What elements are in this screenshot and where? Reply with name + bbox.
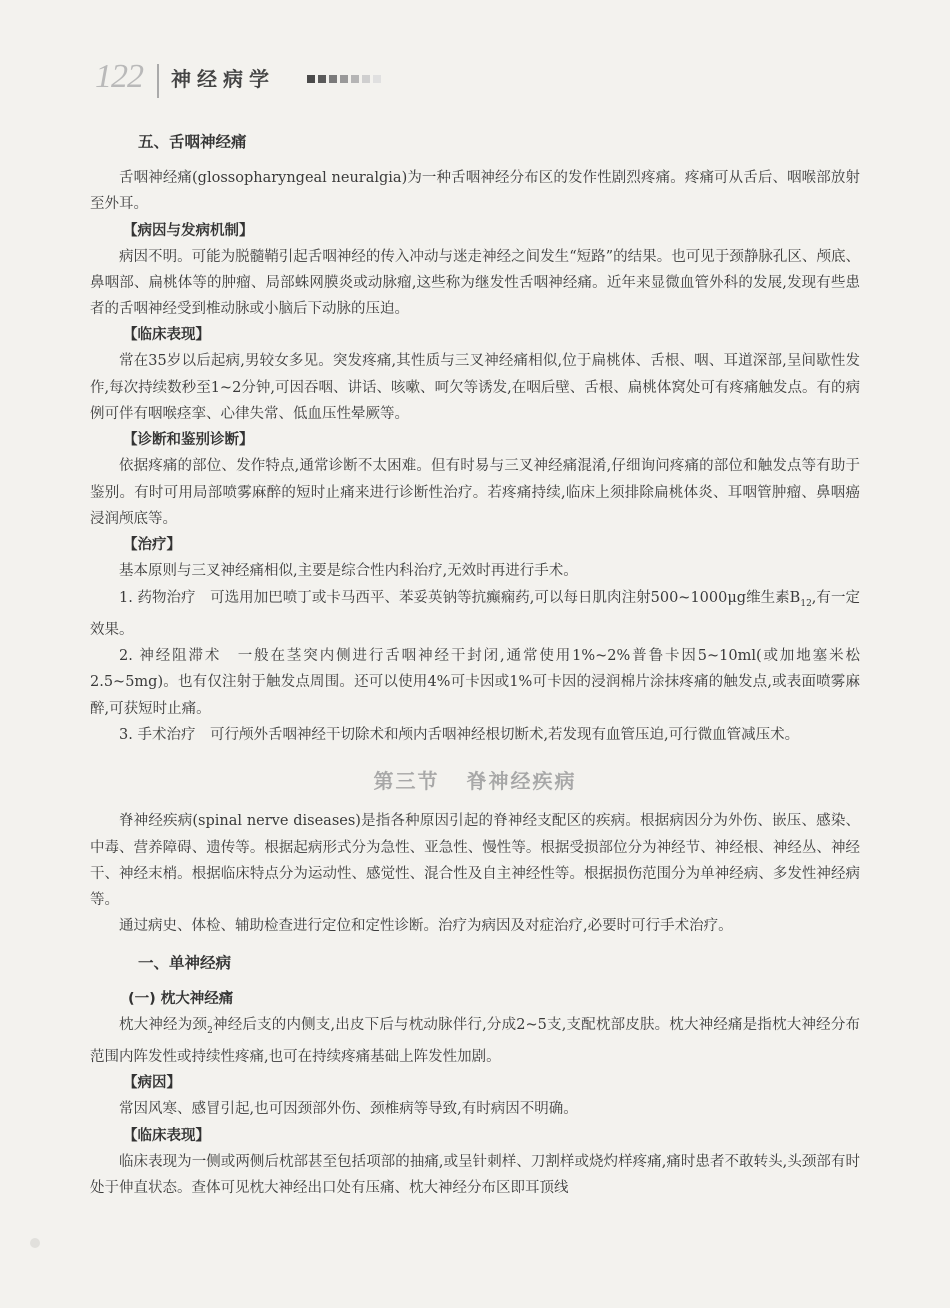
subheading-etiology: 【病因与发病机制】 — [123, 222, 254, 239]
section-title-spinal-nerve: 第三节 脊神经疾病 — [373, 769, 577, 794]
heading-mononeuropathy: 一、单神经病 — [138, 953, 232, 972]
book-title: 神经病学 — [171, 67, 275, 91]
page-header — [95, 58, 895, 98]
subscript: 12 — [800, 598, 812, 609]
paragraph-intro: 舌咽神经痛(glossopharyngeal neuralgia)为一种舌咽神经分布区的发作性剧烈疼痛。疼痛可从舌后、咽喉部放射至外耳。 — [90, 170, 860, 213]
subheading-diagnosis: 【诊断和鉴别诊断】 — [123, 432, 254, 449]
page-content — [90, 125, 860, 1201]
header-divider — [157, 64, 159, 98]
section-heading-glossopharyngeal: 五、舌咽神经痛 — [138, 133, 247, 151]
paragraph-treatment-block — [90, 643, 860, 722]
header-square — [373, 75, 381, 83]
paragraph-treatment-intro: 基本原则与三叉神经痛相似,主要是综合性内科治疗,无效时再进行手术。 — [119, 563, 578, 580]
paragraph-spinal-intro: 脊神经疾病(spinal nerve diseases)是指各种原因引起的脊神经支配区的疾病。根据病因分为外伤、嵌压、感染、中毒、营养障碍、遗传等。根据起病形式分为急性、亚急性、慢性等。根据受损部位分为神经节、神经根、神经丛、神经干、神经末梢。根据临床特点分为运动性、感觉性、混合性及自主神经性等。根据损伤范围分为单神经病、多发性神经病等。 — [90, 813, 860, 909]
subheading-clinical-occipital: 【临床表现】 — [123, 1127, 210, 1144]
treatment-text: 可选用加巴喷丁或卡马西平、苯妥英钠等抗癫痫药,可以每日肌肉注射500~1000μg维生素B — [210, 589, 801, 606]
subheading-cause: 【病因】 — [123, 1075, 181, 1092]
header-square — [329, 75, 337, 83]
subheading-treatment: 【治疗】 — [123, 537, 181, 554]
treatment-label: 2. 神经阻滞术 — [119, 648, 222, 665]
header-square — [318, 75, 326, 83]
header-square — [362, 75, 370, 83]
paragraph-cause: 常因风寒、感冒引起,也可因颈部外伤、颈椎病等导致,有时病因不明确。 — [119, 1101, 578, 1118]
treatment-text: 可行颅外舌咽神经干切除术和颅内舌咽神经根切断术,若发现有血管压迫,可行微血管减压术。 — [209, 726, 800, 743]
subheading-occipital-neuralgia: (一) 枕大神经痛 — [128, 990, 234, 1007]
header-square — [307, 75, 315, 83]
occipital-text-b: 神经后支的内侧支,出皮下后与枕动脉伴行,分成2~5支,支配枕部皮肤。枕大神经痛是指枕大神经分布范围内阵发性或持续性疼痛,也可在持续疼痛基础上阵发性加剧。 — [90, 1016, 860, 1065]
paragraph-clinical: 常在35岁以后起病,男较女多见。突发疼痛,其性质与三叉神经痛相似,位于扁桃体、舌根、咽、耳道深部,呈间歇性发作,每次持续数秒至1~2分钟,可因吞咽、讲话、咳嗽、呵欠等诱发,在咽后壁、舌根、扁桃体窝处可有疼痛触发点。有的病例可伴有咽喉痉挛、心律失常、低血压性晕厥等。 — [90, 353, 860, 423]
header-decoration — [307, 75, 381, 83]
paragraph-etiology: 病因不明。可能为脱髓鞘引起舌咽神经的传入冲动与迷走神经之间发生“短路”的结果。也可见于颈静脉孔区、颅底、鼻咽部、扁桃体等的肿瘤、局部蛛网膜炎或动脉瘤,这些称为继发性舌咽神经痛。近年来显微血管外科的发展,发现有些患者的舌咽神经受到椎动脉或小脑后下动脉的压迫。 — [90, 248, 860, 318]
header-square — [351, 75, 359, 83]
paragraph-occipital — [90, 1012, 860, 1070]
paragraph-clinical-occipital: 临床表现为一侧或两侧后枕部甚至包括项部的抽痛,或呈针刺样、刀割样或烧灼样疼痛,痛时患者不敢转头,头颈部有时处于伸直状态。查体可见枕大神经出口处有压痛、枕大神经分布区即耳顶线 — [90, 1153, 860, 1196]
treatment-text: 一般在茎突内侧进行舌咽神经干封闭,通常使用1%~2%普鲁卡因5~10ml(或加地塞米松2.5~5mg)。也有仅注射于触发点周围。还可以使用4%可卡因或1%可卡因的浸润棉片涂抹疼痛的触发点,或表面喷雾麻醉,可获短时止痛。 — [90, 648, 860, 717]
subscript: 2 — [207, 1025, 213, 1036]
scan-artifact — [30, 1238, 40, 1248]
paragraph-treatment-surgery — [90, 722, 860, 748]
treatment-label: 3. 手术治疗 — [119, 726, 196, 743]
paragraph-spinal-diagnosis: 通过病史、体检、辅助检查进行定位和定性诊断。治疗为病因及对症治疗,必要时可行手术治疗。 — [119, 918, 733, 935]
treatment-label: 1. 药物治疗 — [119, 589, 196, 606]
paragraph-diagnosis: 依据疼痛的部位、发作特点,通常诊断不太困难。但有时易与三叉神经痛混淆,仔细询问疼痛的部位和触发点等有助于鉴别。有时可用局部喷雾麻醉的短时止痛来进行诊断性治疗。若疼痛持续,临床上须排除扁桃体炎、耳咽管肿瘤、鼻咽癌浸润颅底等。 — [90, 458, 860, 527]
occipital-text-a: 枕大神经为颈 — [119, 1016, 208, 1033]
treatment-text-tail: ,有一定效果。 — [90, 589, 860, 638]
header-square — [340, 75, 348, 83]
page-number: 122 — [95, 58, 143, 95]
paragraph-treatment-drug — [90, 585, 860, 643]
subheading-clinical: 【临床表现】 — [123, 327, 210, 344]
